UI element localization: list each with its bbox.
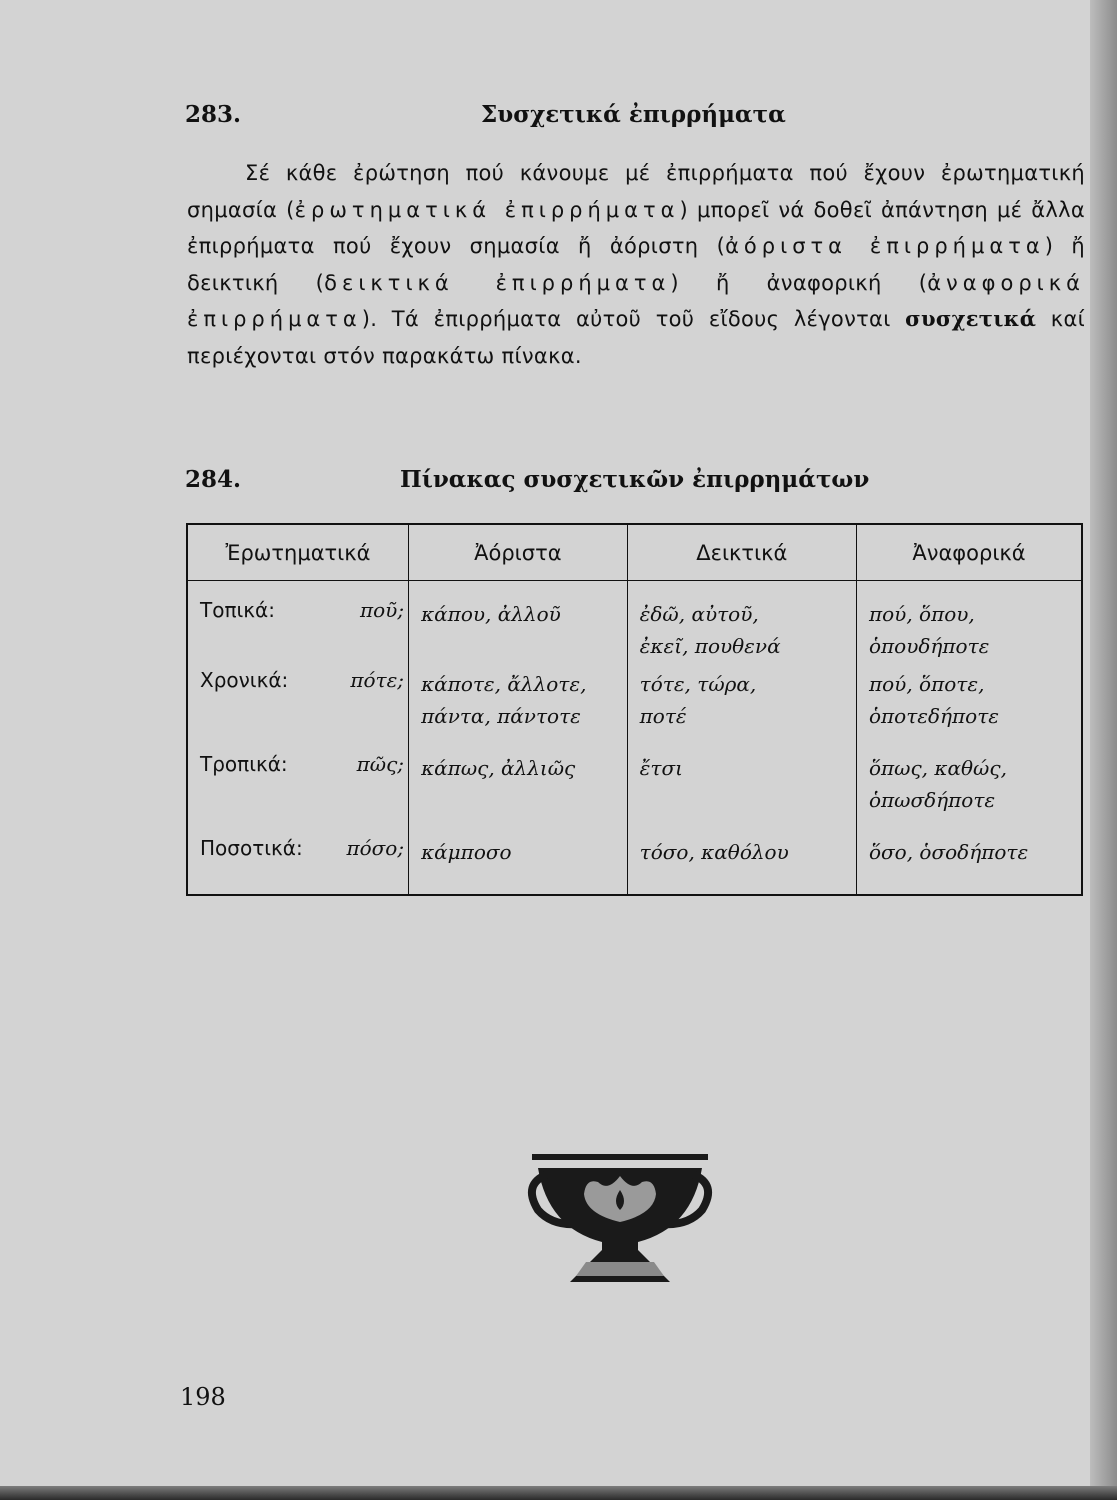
spaced-term: ἐρωτηματικά ἐπιρρήματα [294, 197, 680, 222]
header-relative: Ἀναφορικά [856, 524, 1082, 581]
header-interrogative: Ἐρωτηματικά [187, 524, 409, 581]
section-number: 283. [185, 101, 242, 128]
cell-line: ὁποτεδήποτε [868, 704, 1000, 728]
cell-line: κάπου, ἀλλοῦ [421, 602, 561, 626]
cell-line: τότε, τώρα, [639, 672, 757, 696]
category-cell [187, 668, 409, 752]
cell-line: τόσο, καθόλου [639, 840, 789, 864]
cell-line: ὅσο, ὁσοδήποτε [868, 840, 1029, 864]
cell-line: ὁπουδήποτε [868, 634, 990, 658]
table-header-row [187, 524, 1082, 581]
section-title: Συσχετικά ἐπιρρήματα [481, 101, 786, 128]
category-cell [187, 836, 409, 895]
vase-ornament-icon [520, 1150, 720, 1300]
relative-cell [856, 836, 1082, 895]
page-bottom-edge [0, 1486, 1117, 1500]
indefinite-cell [409, 668, 628, 752]
relative-cell [856, 752, 1082, 836]
cell-line: πάντα, πάντοτε [421, 704, 581, 728]
bold-term: συσχετικά [905, 306, 1037, 331]
cell-line: πού, ὅπου, [868, 602, 975, 626]
book-spine-shadow [1090, 0, 1117, 1500]
correlative-adverbs-table [186, 523, 1083, 896]
cell-line: ὁπωσδήποτε [868, 788, 996, 812]
header-demonstrative: Δεικτικά [627, 524, 856, 581]
category-label: Τροπικά: [200, 752, 288, 776]
paragraph-text: ) μπορεῖ νά δοθεῖ ἀπάντηση μέ ἄλλα ἐπιρρήματα πού ἔχουν σημασία ἤ ἀόριστη ( [187, 197, 1086, 258]
paragraph-text: ). Τά ἐπιρρήματα αὐτοῦ τοῦ εἴδους λέγονται [361, 307, 906, 331]
demonstrative-cell [627, 836, 856, 895]
indefinite-cell [409, 752, 628, 836]
table-row [187, 836, 1082, 895]
section-number: 284. [185, 466, 242, 493]
relative-cell [856, 668, 1082, 752]
paragraph-text: Σέ κάθε ἐρώτηση πού κάνουμε μέ ἐπιρρήματα πού ἔχουν ἐρωτηματική σημασία ( [187, 161, 1085, 222]
category-label: Ποσοτικά: [200, 836, 303, 860]
interrogative-adverb: ποῦ; [359, 598, 405, 622]
paragraph-text: καί περιέχονται στόν παρακάτω πίνακα. [187, 307, 1085, 368]
category-label: Χρονικά: [200, 668, 289, 692]
demonstrative-cell [627, 752, 856, 836]
cell-line: ἐκεῖ, πουθενά [639, 634, 781, 658]
category-label: Τοπικά: [200, 598, 275, 622]
table-row [187, 668, 1082, 752]
category-cell [187, 752, 409, 836]
indefinite-cell [409, 581, 628, 669]
cell-line: πού, ὅποτε, [868, 672, 985, 696]
demonstrative-cell [627, 668, 856, 752]
paragraph-text: ) ἤ δεικτική ( [187, 234, 1086, 295]
cell-line: κάποτε, ἄλλοτε, [421, 672, 587, 696]
cell-line: ἔτσι [639, 756, 683, 780]
cell-line: ὅπως, καθώς, [868, 756, 1007, 780]
header-indefinite: Ἀόριστα [409, 524, 628, 581]
spaced-term: δεικτικά ἐπιρρήματα [324, 270, 671, 295]
demonstrative-cell [627, 581, 856, 669]
category-cell [187, 581, 409, 669]
table-row [187, 752, 1082, 836]
cell-line: κάμποσο [421, 840, 512, 864]
cell-line: ἐδῶ, αὐτοῦ, [639, 602, 759, 626]
interrogative-adverb: πῶς; [356, 752, 405, 776]
paragraph-text: ) ἤ ἀναφορική ( [670, 270, 928, 295]
interrogative-adverb: πόσο; [346, 836, 405, 860]
relative-cell [856, 581, 1082, 669]
table-row [187, 581, 1082, 669]
cell-line: ποτέ [639, 704, 687, 728]
indefinite-cell [409, 836, 628, 895]
spaced-term: ἀναφορικά ἐπιρρήματα [187, 270, 1085, 331]
page-number: 198 [180, 1383, 226, 1411]
spaced-term: ἀόριστα ἐπιρρήματα [725, 234, 1045, 258]
section-title: Πίνακας συσχετικῶν ἐπιρρημάτων [400, 466, 870, 493]
section-283-paragraph [187, 155, 1085, 374]
cell-line: κάπως, ἀλλιῶς [421, 756, 576, 780]
interrogative-adverb: πότε; [350, 668, 405, 692]
